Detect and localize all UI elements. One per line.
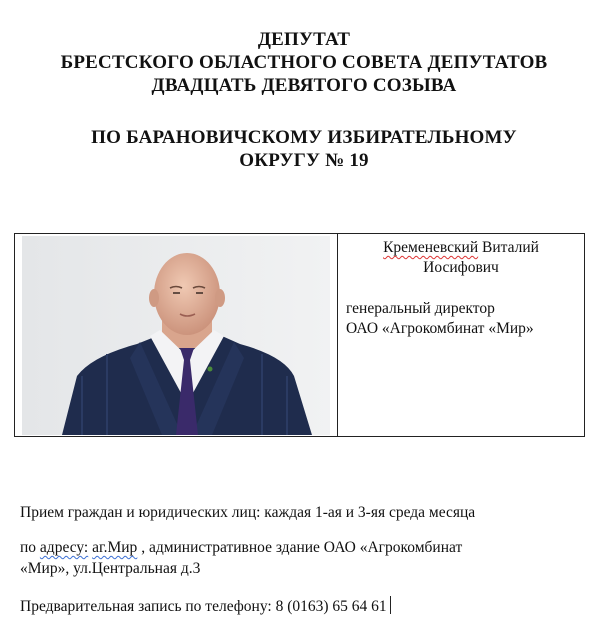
reception-schedule: Прием граждан и юридических лиц: каждая 1-ая и 3-яя среда месяца (20, 504, 476, 521)
deputy-photo (22, 236, 330, 435)
title-line-council: БРЕСТСКОГО ОБЛАСТНОГО СОВЕТА ДЕПУТАТОВ (60, 52, 548, 73)
deputy-position (346, 299, 534, 339)
reception-address-line2: «Мир», ул.Центральная д.3 (20, 560, 201, 577)
district-title-block (0, 126, 608, 172)
deputy-surname: Кременевский (383, 239, 479, 256)
title-line-convocation: ДВАДЦАТЬ ДЕВЯТОГО СОЗЫВА (151, 75, 457, 96)
address-rest: , административное здание ОАО «Агрокомбинат (137, 539, 463, 556)
deputy-given-name: Виталий (482, 239, 539, 256)
photo-cell (15, 234, 338, 436)
district-line-1: ПО БАРАНОВИЧСКОМУ ИЗБИРАТЕЛЬНОМУ (91, 127, 517, 148)
deputy-card-table (14, 233, 585, 437)
info-cell (338, 234, 584, 436)
deputy-name (338, 238, 584, 278)
district-line-2: ОКРУГУ № 19 (239, 150, 369, 171)
reception-phone (20, 596, 391, 617)
position-organization: ОАО «Агрокомбинат «Мир» (346, 320, 534, 337)
phone-text: Предварительная запись по телефону: 8 (0163) 65 64 61 (20, 598, 387, 615)
text-cursor (390, 596, 391, 614)
page-title-block (0, 28, 608, 97)
address-town: аг.Мир (92, 539, 138, 556)
address-prefix: по (20, 539, 37, 556)
address-word: адресу: (39, 539, 89, 556)
deputy-patronymic: Иосифович (423, 259, 499, 276)
reception-address (20, 538, 462, 558)
title-line-deputy: ДЕПУТАТ (257, 29, 351, 50)
position-title: генеральный директор (346, 300, 495, 317)
